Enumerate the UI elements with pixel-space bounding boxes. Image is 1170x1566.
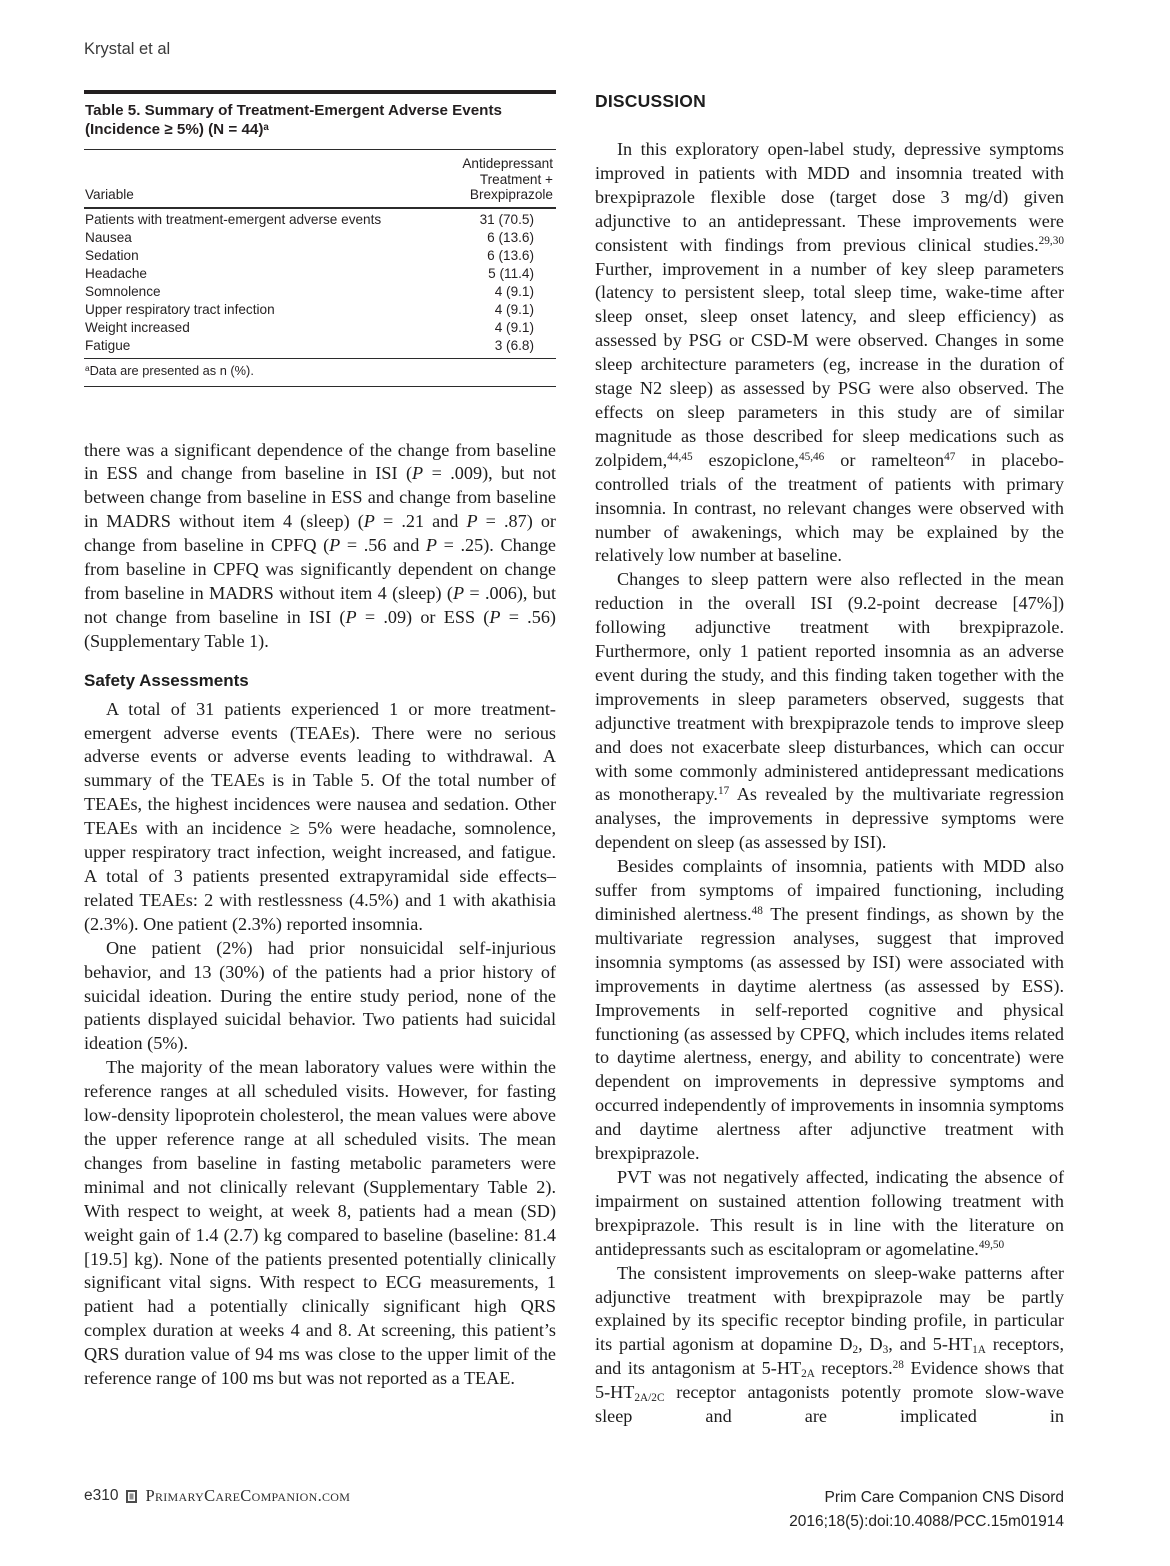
row-label: Patients with treatment-emergent adverse events [85, 211, 382, 227]
paragraph: One patient (2%) had prior nonsuicidal self-injurious behavior, and 13 (30%) of the patients had a prior history of suicidal ideation. During the entire study period, none of the patients displayed suicidal behavior. Two patients had suicidal ideation (5%). [84, 937, 556, 1054]
left-column-text [84, 439, 556, 1391]
table-header-row [84, 150, 556, 207]
paragraph: there was a significant dependence of the change from baseline in ESS and change from baseline in ISI (P = .009), but not between change from baseline in ESS and change from baseline in MADRS without item 4 (sleep) (P = .21 and P = .87) or change from baseline in CPFQ (P = .56 and P = .25). Change from baseline in CPFQ was significantly dependent on change from baseline in MADRS without item 4 (sleep) (P = .006), but not change from baseline in ISI (P = .09) or ESS (P = .56) (Supplementary Table 1). [84, 439, 557, 651]
row-label: Upper respiratory tract infection [85, 301, 275, 317]
row-label: Nausea [85, 229, 132, 245]
table-bottom-rule [84, 386, 556, 387]
row-value: 6 (13.6) [487, 229, 534, 245]
paragraph: In this exploratory open-label study, depressive symptoms improved in patients with MDD and insomnia treated with brexpiprazole flexible dose (target dose 3 mg/d) given adjunctive to an antidepressant. These improvements were consistent with findings from previous clinical studies.$^{29,30}$ Further, improvement in a number of key sleep parameters (latency to persistent sleep, total sleep time, wake-time after sleep onset, sleep onset latency, and sleep efficiency) as assessed by PSG or CSD-M were observed. Changes in some sleep architecture parameters (eg, increase in the duration of stage N2 sleep) as assessed by PSG were also observed. The effects on sleep parameters in this study are of similar magnitude as those described for sleep medications such as zolpidem,$^{44,45}$ eszopiclone,$^{45,46}$ or ramelteon$^{47}$ in placebo-controlled trials of the treatment of patients with primary insomnia. In contrast, no relevant changes were observed with number of awakenings, which may be explained by the relatively low number at baseline. [595, 139, 1064, 566]
section-heading: DISCUSSION [595, 91, 706, 111]
table-row [84, 265, 556, 283]
table-row [84, 319, 556, 337]
column-header-treatment [462, 156, 556, 203]
column-header-treatment-line2: Treatment + [479, 171, 553, 187]
right-column [595, 90, 1064, 1429]
table-row [84, 247, 556, 265]
column-header-variable: Variable [85, 187, 134, 202]
page-number: e310 [84, 1487, 119, 1504]
column-header-treatment-line1: Antidepressant [462, 156, 553, 171]
paragraph: Changes to sleep pattern were also reflected in the mean reduction in the overall ISI (9.2-point decrease [47%]) following adjunctive treatment with brexpiprazole. Furthermore, only 1 patient reported insomnia as an adverse event during the study, and this finding taken together with the improvements in sleep parameters observed, suggests that adjunctive treatment with brexpiprazole tends to improve sleep and does not exacerbate sleep disturbances, which can occur with some commonly administered antidepressant medications as monotherapy.$^{17}$ As revealed by the multivariate regression analyses, the improvements in depressive symptoms were dependent on sleep (as assessed by ISI). [595, 569, 1064, 853]
table5 [84, 90, 556, 387]
table-title-line1: Table 5. Summary of Treatment-Emergent Adverse Events [85, 102, 502, 119]
table-body [84, 209, 556, 358]
paragraph: Besides complaints of insomnia, patients with MDD also suffer from symptoms of impaired functioning, including diminished alertness.$^{48}$ The present findings, as shown by the multivariate regression analyses, suggest that improved insomnia symptoms (as assessed by ISI) were associated with improvements in daytime alertness (as assessed by ESS). Improvements in self-reported cognitive and physical functioning (as assessed by CPFQ, which includes items related to daytime alertness, energy, and ability to concentrate) were dependent on improvements in depressive symptoms and occurred independently of improvements in insomnia symptoms and daytime alertness after adjunctive treatment with brexpiprazole. [595, 856, 1064, 1164]
table-row [84, 229, 556, 247]
footer-left [84, 1486, 350, 1506]
row-label: Somnolence [85, 283, 161, 299]
page-footer [84, 1486, 1064, 1534]
row-label: Weight increased [85, 319, 190, 335]
journal-name: Prim Care Companion CNS Disord [824, 1489, 1064, 1506]
row-value: 3 (6.8) [494, 337, 534, 353]
page-content [84, 38, 1064, 1429]
row-value: 4 (9.1) [494, 283, 534, 299]
table-row [84, 337, 556, 355]
row-label: Sedation [85, 247, 139, 263]
footer-site-name: PrimaryCareCompanion.com [145, 1486, 351, 1505]
table-footnote: $^a$Data are presented as n (%). [85, 362, 254, 378]
two-column-layout [84, 90, 1064, 1429]
journal-icon [126, 1490, 137, 1503]
running-head: Krystal et al [84, 40, 171, 58]
row-value: 31 (70.5) [479, 211, 534, 227]
row-value: 4 (9.1) [494, 319, 534, 335]
row-value: 5 (11.4) [488, 265, 534, 281]
table-row [84, 211, 556, 229]
paragraph: The consistent improvements on sleep-wake patterns after adjunctive treatment with brexpiprazole may be partly explained by its specific receptor binding profile, in particular its partial agonism at dopamine $D_2$, $D_3$, and $5-HT_{1A}$ receptors, and its antagonism at $5-HT_{2A}$ receptors.$^{28}$ Evidence shows that $5-HT_{2A/2C}$ receptor antagonists potently promote slow-wave sleep and are implicated in [595, 1262, 1064, 1427]
table-row [84, 283, 556, 301]
citation-doi: 2016;18(5):doi:10.4088/PCC.15m01914 [789, 1513, 1064, 1530]
row-label: Fatigue [85, 337, 131, 353]
column-header-treatment-line3: Brexpiprazole [469, 187, 553, 202]
left-column [84, 90, 556, 1429]
right-column-text [595, 90, 1064, 1429]
paragraph: The majority of the mean laboratory values were within the reference ranges at all scheduled visits. However, for fasting low-density lipoprotein cholesterol, the mean values were above the upper reference range at all scheduled visits. The mean changes from baseline in fasting metabolic parameters were minimal and not clinically relevant (Supplementary Table 2). With respect to weight, at week 8, patients had a mean (SD) weight gain of 1.4 (2.7) kg compared to baseline (baseline: 81.4 [19.5] kg). None of the patients presented potentially clinically significant vital signs. With respect to ECG measurements, 1 patient had a potentially clinically significant high QRS complex duration at weeks 4 and 8. At screening, this patient’s QRS duration value of 94 ms was close to the upper limit of the reference range of 100 ms but was not reported as a TEAE. [84, 1057, 556, 1389]
paragraph: A total of 31 patients experienced 1 or more treatment-emergent adverse events (TEAEs). There were no serious adverse events or adverse events leading to withdrawal. A summary of the TEAEs is in Table 5. Of the total number of TEAEs, the highest incidences were nausea and sedation. Other TEAEs with an incidence ≥ 5% were headache, somnolence, upper respiratory tract infection, weight increased, and fatigue. A total of 3 patients presented extrapyramidal side effects–related TEAEs: 2 with restlessness (4.5%) and 1 with akathisia (2.3%). One patient (2.3%) reported insomnia. [84, 698, 556, 934]
subsection-heading: Safety Assessments [84, 670, 249, 690]
footer-right [789, 1486, 1064, 1534]
paragraph: PVT was not negatively affected, indicating the absence of impairment on sustained attention following treatment with brexpiprazole. This result is in line with the literature on antidepressants such as escitalopram or agomelatine.$^{49,50}$ [595, 1166, 1064, 1259]
row-value: 4 (9.1) [494, 301, 534, 317]
row-value: 6 (13.6) [487, 247, 534, 263]
row-label: Headache [85, 265, 147, 281]
table-row [84, 301, 556, 319]
table-title [84, 94, 556, 149]
table-title-line2: (Incidence ≥ 5%) (N = 44)$^a$ [85, 121, 269, 138]
